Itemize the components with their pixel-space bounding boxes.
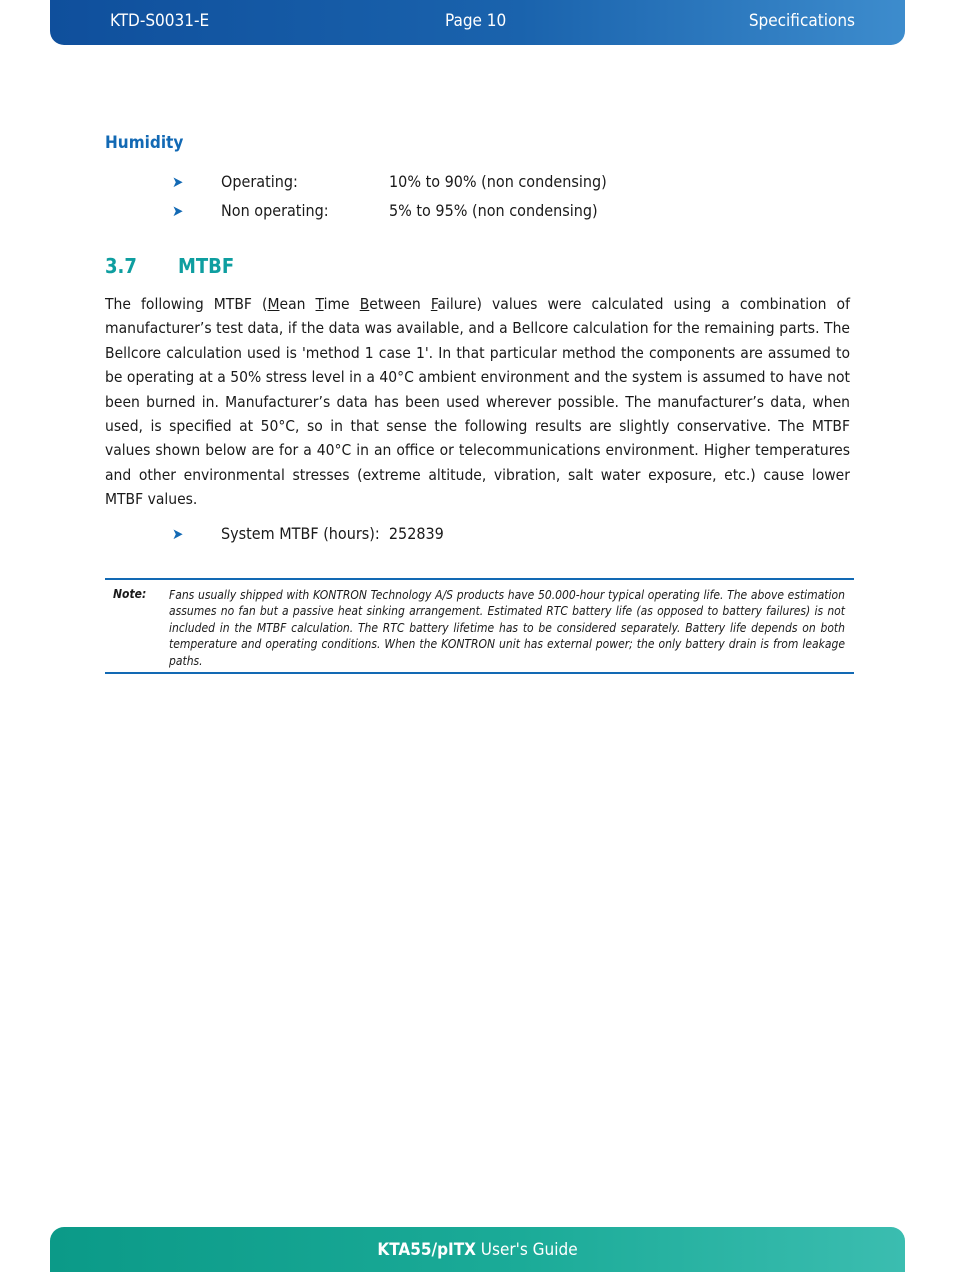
note-text: Fans usually shipped with KONTRON Technology A/S products have 50.000-hour typical operating life. The above estimation assumes no fan but a passive heat sinking arrangement. Estimated RTC battery life (as opposed to battery failures) is not included in the MTBF calculation. The RTC battery lifetime has to be considered separately. Battery life depends on both temperature and operating conditions. When the KONTRON unit has external power; the only battery drain is from leakage paths. bbox=[169, 588, 845, 668]
section-title: MTBF bbox=[178, 254, 235, 278]
chapter-title: Specifications bbox=[748, 11, 855, 31]
page-header bbox=[50, 0, 905, 45]
guide-title: User's Guide bbox=[480, 1240, 578, 1260]
arrow-bullet-icon: ➤ bbox=[172, 173, 184, 191]
humidity-heading: Humidity bbox=[105, 133, 184, 153]
system-mtbf bbox=[221, 524, 444, 543]
arrow-bullet-icon: ➤ bbox=[172, 525, 184, 543]
section-number: 3.7 bbox=[105, 254, 137, 278]
page-footer bbox=[50, 1227, 905, 1272]
document-id: KTD-S0031-E bbox=[110, 11, 210, 31]
humidity-operating-value: 10% to 90% (non condensing) bbox=[389, 172, 607, 191]
system-mtbf-label: System MTBF (hours): bbox=[221, 524, 380, 543]
humidity-nonoperating-value: 5% to 95% (non condensing) bbox=[389, 201, 598, 220]
humidity-nonoperating-label: Non operating: bbox=[221, 201, 329, 220]
system-mtbf-value: 252839 bbox=[388, 524, 444, 543]
product-name: KTA55/pITX bbox=[377, 1240, 476, 1260]
humidity-operating-label: Operating: bbox=[221, 172, 298, 191]
note-label: Note: bbox=[113, 587, 147, 601]
arrow-bullet-icon: ➤ bbox=[172, 202, 184, 220]
mtbf-section-heading bbox=[105, 254, 234, 278]
page-number: Page 10 bbox=[445, 11, 507, 31]
note-box bbox=[105, 578, 854, 674]
mtbf-paragraph: The following MTBF (Mean Time Between Failure) values were calculated using a combination of manufacturer’s test data, if the data was available, and a Bellcore calculation for the remaining parts. The Bellcore calculation used is 'method 1 case 1'. In that particular method the components are assumed to be operating at a 50% stress level in a 40°C ambient environment and the system is assumed to have not been burned in. Manufacturer’s data has been used wherever possible. The manufacturer’s data, when used, is specified at 50°C, so in that sense the following results are slightly conservative. The MTBF values shown below are for a 40°C in an office or telecommunications environment. Higher temperatures and other environmental stresses (extreme altitude, vibration, salt water exposure, etc.) cause lower MTBF values. bbox=[105, 295, 850, 509]
